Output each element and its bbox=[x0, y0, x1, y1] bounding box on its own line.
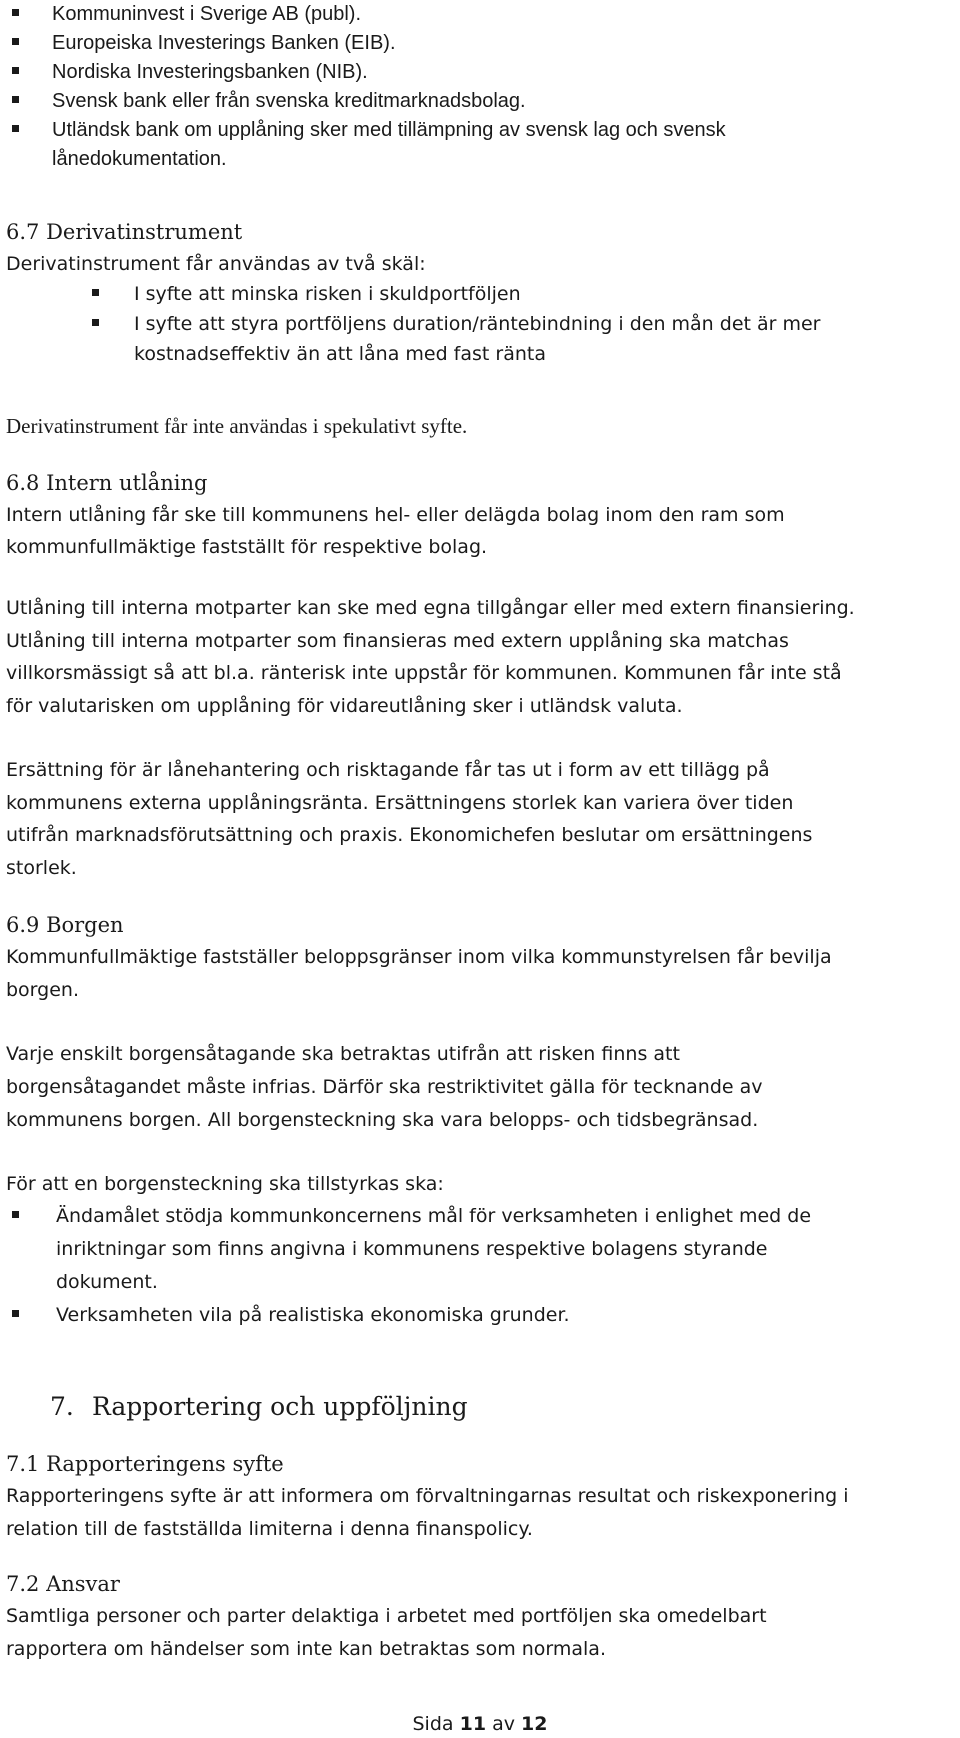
list-item: I syfte att styra portföljens duration/räntebindning i den mån det är mer bbox=[134, 313, 821, 335]
list-item: Europeiska Investerings Banken (EIB). bbox=[52, 32, 396, 54]
paragraph-line: Kommunfullmäktige fastställer beloppsgränser inom vilka kommunstyrelsen får bevilja bbox=[6, 946, 832, 968]
list-item: Kommuninvest i Sverige AB (publ). bbox=[52, 3, 362, 25]
chapter-title: Rapportering och uppföljning bbox=[92, 1392, 468, 1421]
bullet-square-icon bbox=[92, 319, 99, 326]
section-heading-6-7: 6.7 Derivatinstrument bbox=[6, 220, 243, 244]
paragraph-line: För att en borgensteckning ska tillstyrkas ska: bbox=[6, 1173, 444, 1195]
chapter-number: 7. bbox=[50, 1392, 74, 1421]
list-item-continuation: dokument. bbox=[56, 1271, 158, 1293]
footer-page-number: 11 bbox=[459, 1713, 487, 1735]
paragraph-line: relation till de fastställda limiterna i denna finanspolicy. bbox=[6, 1518, 533, 1540]
bullet-square-icon bbox=[92, 289, 99, 296]
footer-total-pages: 12 bbox=[521, 1713, 548, 1735]
footer-separator: av bbox=[492, 1713, 515, 1735]
list-item: Utländsk bank om upplåning sker med tillämpning av svensk lag och svensk bbox=[52, 119, 726, 141]
paragraph-line: för valutarisken om upplåning för vidareutlåning sker i utländsk valuta. bbox=[6, 695, 683, 717]
list-item-continuation: lånedokumentation. bbox=[52, 148, 227, 170]
section-heading-7-2: 7.2 Ansvar bbox=[6, 1572, 120, 1596]
paragraph-line: kommunens borgen. All borgensteckning ska vara belopps- och tidsbegränsad. bbox=[6, 1109, 759, 1131]
list-item: I syfte att minska risken i skuldportföljen bbox=[134, 283, 521, 305]
bullet-square-icon bbox=[12, 1310, 19, 1317]
paragraph-line: storlek. bbox=[6, 857, 77, 879]
paragraph-line: rapportera om händelser som inte kan betraktas som normala. bbox=[6, 1638, 606, 1660]
paragraph-line: villkorsmässigt så att bl.a. ränterisk inte uppstår för kommunen. Kommunen får inte stå bbox=[6, 662, 842, 684]
bullet-square-icon bbox=[12, 38, 19, 45]
bullet-square-icon bbox=[12, 9, 19, 16]
bullet-square-icon bbox=[12, 125, 19, 132]
paragraph-line: Ersättning för är lånehantering och risktagande får tas ut i form av ett tillägg på bbox=[6, 759, 770, 781]
list-item-continuation: kostnadseffektiv än att låna med fast ränta bbox=[134, 343, 546, 365]
paragraph-line: kommunfullmäktige fastställt för respektive bolag. bbox=[6, 536, 488, 558]
list-item: Svensk bank eller från svenska kreditmarknadsbolag. bbox=[52, 90, 526, 112]
page-footer bbox=[0, 1710, 960, 1738]
bullet-square-icon bbox=[12, 67, 19, 74]
paragraph-line: Utlåning till interna motparter kan ske med egna tillgångar eller med extern finansiering. bbox=[6, 597, 855, 619]
paragraph: Derivatinstrument får användas av två skäl: bbox=[6, 253, 426, 275]
list-item: Ändamålet stödja kommunkoncernens mål för verksamheten i enlighet med de bbox=[56, 1205, 812, 1227]
paragraph-line: kommunens externa upplåningsränta. Ersättningens storlek kan variera över tiden bbox=[6, 792, 794, 814]
paragraph-line: Intern utlåning får ske till kommunens hel- eller delägda bolag inom den ram som bbox=[6, 504, 785, 526]
bullet-square-icon bbox=[12, 1211, 19, 1218]
paragraph-line: borgensåtagandet måste infrias. Därför ska restriktivitet gälla för tecknande av bbox=[6, 1076, 763, 1098]
paragraph-line: Utlåning till interna motparter som finansieras med extern upplåning ska matchas bbox=[6, 630, 789, 652]
section-heading-7-1: 7.1 Rapporteringens syfte bbox=[6, 1452, 284, 1476]
footer-prefix: Sida bbox=[412, 1713, 454, 1735]
paragraph-note: Derivatinstrument får inte användas i spekulativt syfte. bbox=[6, 414, 468, 438]
paragraph-line: Samtliga personer och parter delaktiga i arbetet med portföljen ska omedelbart bbox=[6, 1605, 767, 1627]
paragraph-line: Varje enskilt borgensåtagande ska betraktas utifrån att risken finns att bbox=[6, 1043, 680, 1065]
list-item-continuation: inriktningar som finns angivna i kommunens respektive bolagens styrande bbox=[56, 1238, 768, 1260]
section-heading-6-9: 6.9 Borgen bbox=[6, 913, 124, 937]
paragraph-line: borgen. bbox=[6, 979, 79, 1001]
bullet-square-icon bbox=[12, 96, 19, 103]
section-heading-6-8: 6.8 Intern utlåning bbox=[6, 471, 208, 495]
paragraph-line: Rapporteringens syfte är att informera om förvaltningarnas resultat och riskexponering i bbox=[6, 1485, 849, 1507]
list-item: Nordiska Investeringsbanken (NIB). bbox=[52, 61, 368, 83]
list-item: Verksamheten vila på realistiska ekonomiska grunder. bbox=[56, 1304, 570, 1326]
paragraph-line: utifrån marknadsförutsättning och praxis. Ekonomichefen beslutar om ersättningens bbox=[6, 824, 813, 846]
